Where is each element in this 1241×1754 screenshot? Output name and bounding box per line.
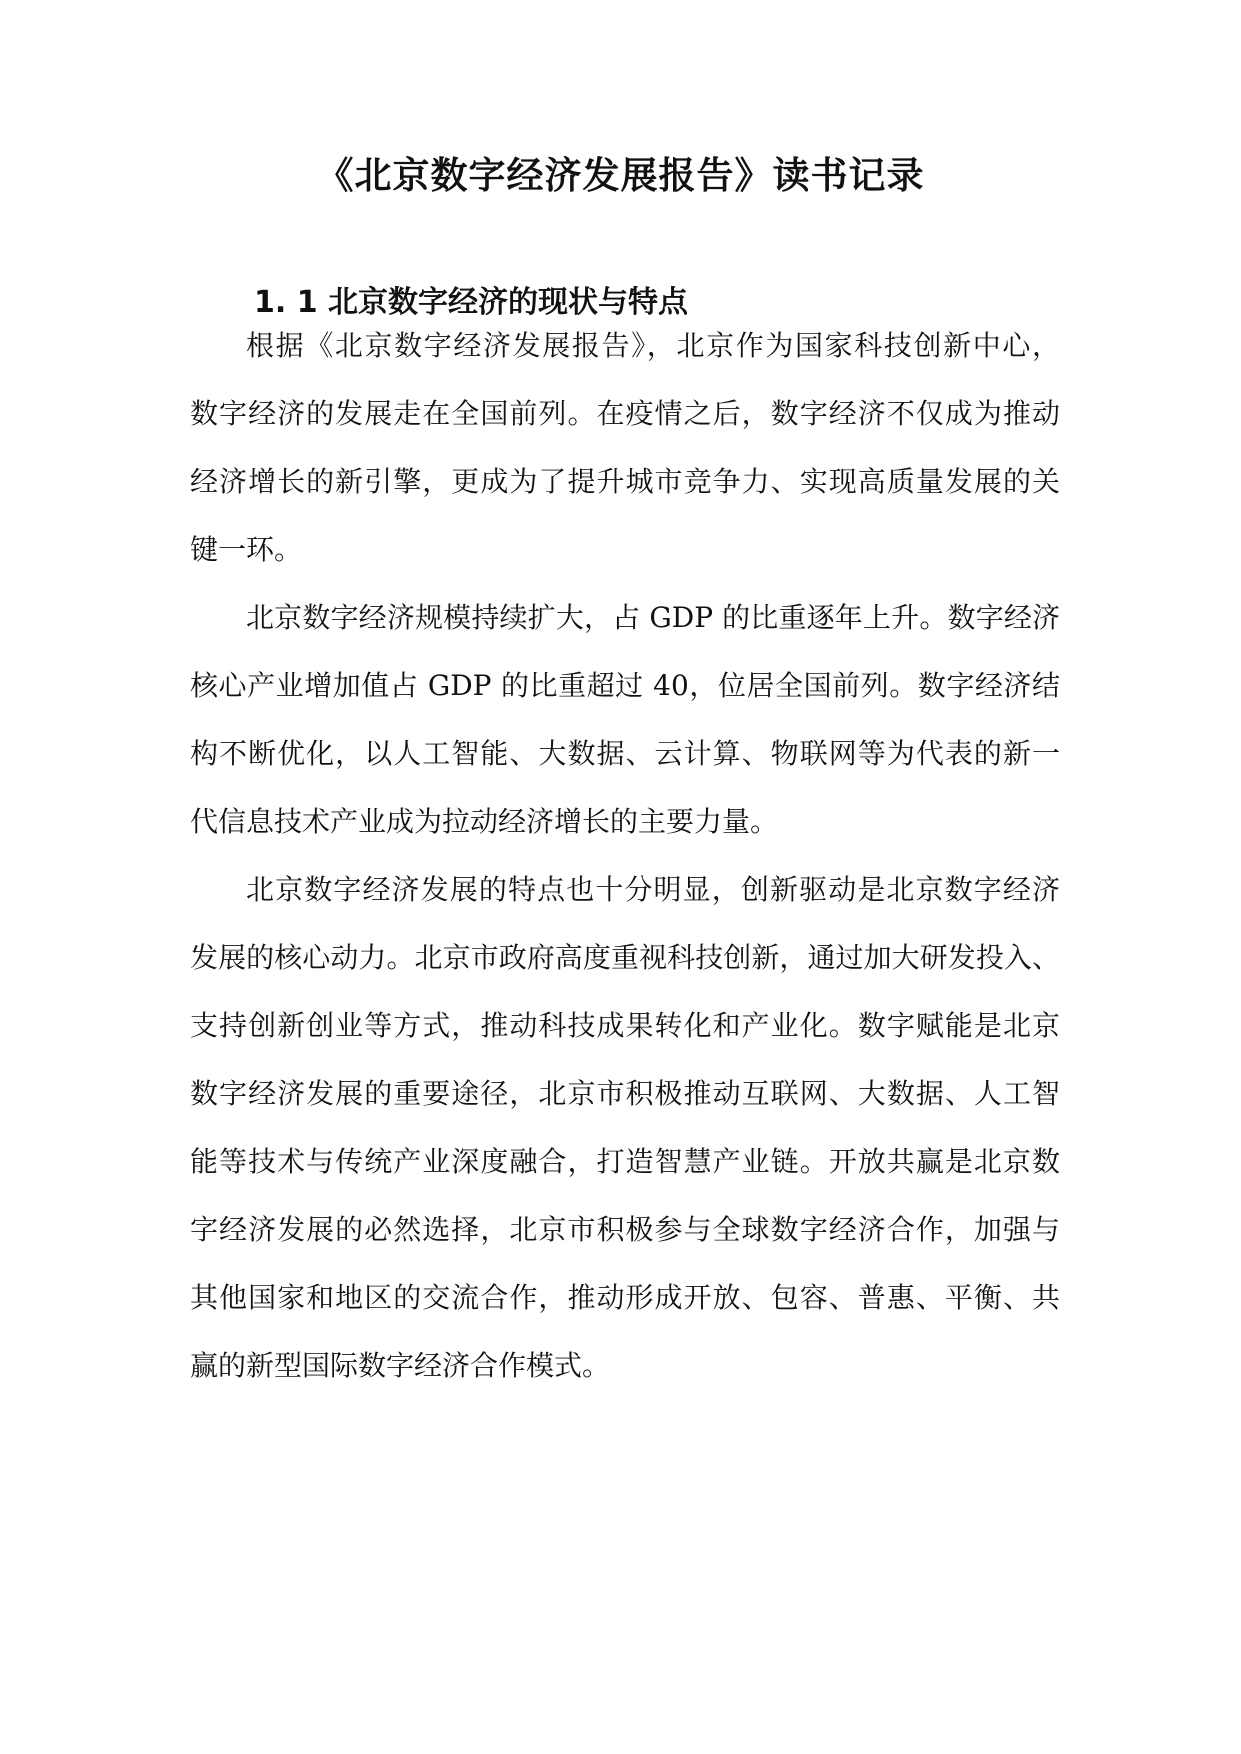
paragraph-line: 字经济发展的必然选择，北京市积极参与全球数字经济合作，加强与 <box>190 1213 1060 1246</box>
paragraph-line: 北京数字经济规模持续扩大，占 GDP 的比重逐年上升。数字经济 <box>246 601 1060 634</box>
paragraph-line: 能等技术与传统产业深度融合，打造智慧产业链。开放共赢是北京数 <box>190 1145 1060 1178</box>
paragraph-line: 其他国家和地区的交流合作，推动形成开放、包容、普惠、平衡、共 <box>190 1281 1060 1314</box>
paragraph-line: 代信息技术产业成为拉动经济增长的主要力量。 <box>190 805 779 838</box>
paragraph-line: 核心产业增加值占 GDP 的比重超过 40，位居全国前列。数字经济结 <box>190 669 1060 702</box>
paragraph-line: 赢的新型国际数字经济合作模式。 <box>190 1349 611 1382</box>
document-title: 《北京数字经济发展报告》读书记录 <box>316 154 925 197</box>
paragraph-line: 支持创新创业等方式，推动科技成果转化和产业化。数字赋能是北京 <box>190 1009 1060 1042</box>
section-heading: 1. 1 北京数字经济的现状与特点 <box>254 285 689 320</box>
paragraph-line: 北京数字经济发展的特点也十分明显，创新驱动是北京数字经济 <box>246 873 1060 906</box>
paragraph-line: 经济增长的新引擎，更成为了提升城市竞争力、实现高质量发展的关 <box>190 465 1060 498</box>
paragraph-line: 键一环。 <box>190 533 303 566</box>
paragraph-line: 数字经济的发展走在全国前列。在疫情之后，数字经济不仅成为推动 <box>190 397 1060 430</box>
paragraph-line: 发展的核心动力。北京市政府高度重视科技创新，通过加大研发投入、 <box>190 941 1060 974</box>
paragraph-line: 根据《北京数字经济发展报告》，北京作为国家科技创新中心， <box>246 329 1060 362</box>
paragraph-line: 构不断优化，以人工智能、大数据、云计算、物联网等为代表的新一 <box>190 737 1060 770</box>
paragraph-line: 数字经济发展的重要途径，北京市积极推动互联网、大数据、人工智 <box>190 1077 1060 1110</box>
